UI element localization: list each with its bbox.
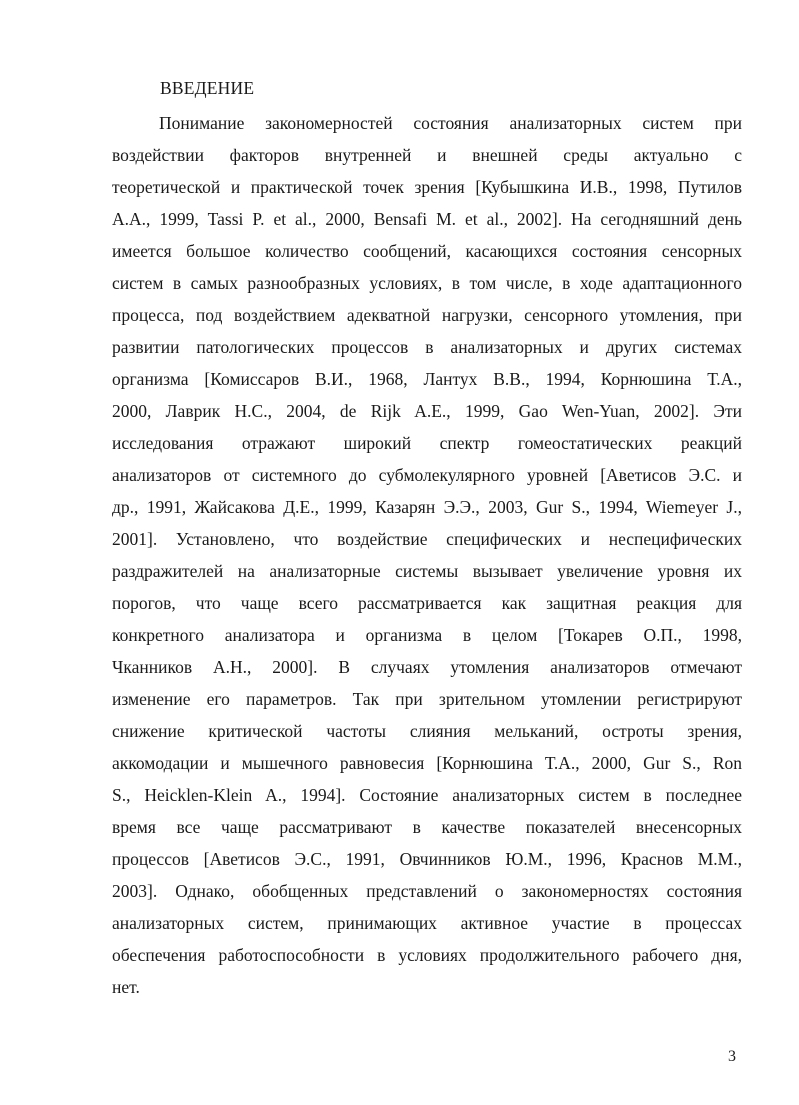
paragraph-line: конкретного анализатора и организма в целом [Токарев О.П., 1998, xyxy=(112,625,742,645)
paragraph-line: процесса, под воздействием адекватной нагрузки, сенсорного утомления, при xyxy=(112,305,742,325)
page-number: 3 xyxy=(728,1048,736,1065)
paragraph-line: раздражителей на анализаторные системы вызывает увеличение уровня их xyxy=(112,561,742,581)
paragraph-line: организма [Комиссаров В.И., 1968, Лантух В.В., 1994, Корнюшина Т.А., xyxy=(112,369,742,389)
paragraph-line: 2001]. Установлено, что воздействие специфических и неспецифических xyxy=(112,529,742,549)
paragraph-line: снижение критической частоты слияния мельканий, остроты зрения, xyxy=(112,721,742,741)
paragraph-line: процессов [Аветисов Э.С., 1991, Овчинников Ю.М., 1996, Краснов М.М., xyxy=(112,849,742,869)
paragraph-line: 2000, Лаврик Н.С., 2004, de Rijk A.E., 1999, Gao Wen-Yuan, 2002]. Эти xyxy=(112,401,742,421)
paragraph-line: нет. xyxy=(112,977,140,997)
paragraph-line: анализаторов от системного до субмолекулярного уровней [Аветисов Э.С. и xyxy=(112,465,742,485)
paragraph-line: изменение его параметров. Так при зрительном утомлении регистрируют xyxy=(112,689,742,709)
paragraph-line: др., 1991, Жайсакова Д.Е., 1999, Казарян Э.Э., 2003, Gur S., 1994, Wiemeyer J., xyxy=(112,497,742,517)
paragraph-line: теоретической и практической точек зрения [Кубышкина И.В., 1998, Путилов xyxy=(112,177,742,197)
section-heading: ВВЕДЕНИЕ xyxy=(160,78,255,98)
paragraph-line: воздействии факторов внутренней и внешней среды актуально с xyxy=(112,145,742,165)
paragraph-line: имеется большое количество сообщений, касающихся состояния сенсорных xyxy=(112,241,742,261)
paragraph-line: обеспечения работоспособности в условиях продолжительного рабочего дня, xyxy=(112,945,742,965)
paragraph-line: исследования отражают широкий спектр гомеостатических реакций xyxy=(112,433,742,453)
paragraph-line: время все чаще рассматривают в качестве показателей внесенсорных xyxy=(112,817,742,837)
paragraph-line: систем в самых разнообразных условиях, в том числе, в ходе адаптационного xyxy=(112,273,742,293)
paragraph-line: Чканников А.Н., 2000]. В случаях утомления анализаторов отмечают xyxy=(112,657,742,677)
paragraph-line: порогов, что чаще всего рассматривается как защитная реакция для xyxy=(112,593,742,613)
paragraph-line: S., Heicklen-Klein A., 1994]. Состояние анализаторных систем в последнее xyxy=(112,785,742,805)
paragraph-line: анализаторных систем, принимающих активное участие в процессах xyxy=(112,913,742,933)
paragraph-line: развитии патологических процессов в анализаторных и других системах xyxy=(112,337,742,357)
paragraph-line: 2003]. Однако, обобщенных представлений о закономерностях состояния xyxy=(112,881,742,901)
paragraph-line: аккомодации и мышечного равновесия [Корнюшина Т.А., 2000, Gur S., Ron xyxy=(112,753,742,773)
paragraph-line: А.А., 1999, Tassi P. et al., 2000, Bensafi M. et al., 2002]. На сегодняшний день xyxy=(112,209,742,229)
paragraph-line: Понимание закономерностей состояния анализаторных систем при xyxy=(159,113,742,133)
